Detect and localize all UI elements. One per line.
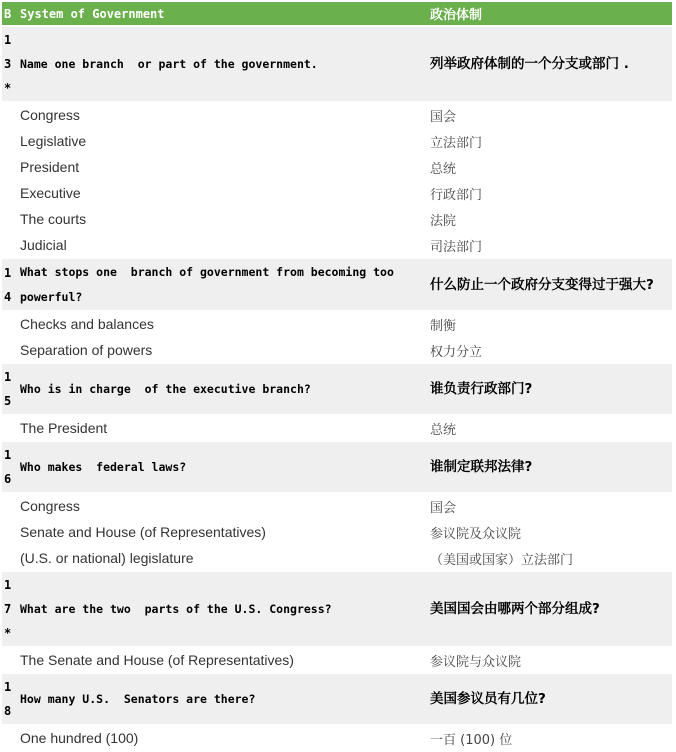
answer-english: One hundred (100) [20, 730, 139, 746]
answer-chinese: 权力分立 [430, 344, 483, 360]
answer-english: President [20, 159, 80, 175]
answer-row [2, 546, 672, 570]
question-chinese: 什么防止一个政府分支变得过于强大? [428, 259, 672, 310]
answer-english: (U.S. or national) legislature [20, 550, 194, 566]
answer-english: Executive [20, 185, 81, 201]
answer-english: Congress [20, 107, 80, 123]
answer-chinese: 总统 [430, 422, 457, 438]
answer-row [2, 416, 672, 440]
question-chinese: 列举政府体制的一个分支或部门 . [428, 27, 672, 101]
question-row [2, 259, 672, 310]
question-english: What are the two parts of the U.S. Congress? [18, 572, 428, 646]
answer-chinese: 司法部门 [430, 239, 483, 255]
question-english: What stops one branch of government from becoming too powerful? [18, 259, 428, 310]
question-english: Who makes federal laws? [18, 442, 428, 492]
question-number: 1 4 [2, 259, 18, 310]
question-number: 1 3 * [2, 27, 18, 101]
answer-english: Judicial [20, 237, 67, 253]
answer-english: Separation of powers [20, 342, 153, 358]
answer-row [2, 207, 672, 231]
answer-chinese: 国会 [430, 109, 457, 125]
civics-table [2, 0, 672, 752]
answer-chinese: 行政部门 [430, 187, 483, 203]
answer-chinese: 一百 (100) 位 [430, 732, 513, 748]
answer-chinese: 立法部门 [430, 135, 483, 151]
question-chinese: 美国国会由哪两个部分组成? [428, 572, 672, 646]
answer-english: Legislative [20, 133, 87, 149]
question-english: Name one branch or part of the government. [18, 27, 428, 101]
answer-row [2, 494, 672, 518]
answer-row [2, 338, 672, 362]
header-chinese-title: 政治体制 [428, 2, 672, 25]
question-number: 1 7 * [2, 572, 18, 646]
answer-english: The President [20, 420, 108, 436]
answer-row [2, 181, 672, 205]
table-header-row [2, 2, 672, 25]
answer-english: Checks and balances [20, 316, 154, 332]
answer-chinese: （美国或国家）立法部门 [430, 552, 574, 568]
question-row [2, 364, 672, 414]
answer-chinese: 法院 [430, 213, 457, 229]
answer-row [2, 520, 672, 544]
answer-row [2, 155, 672, 179]
answer-english: Congress [20, 498, 80, 514]
question-chinese: 谁负责行政部门? [428, 364, 672, 414]
answer-row [2, 129, 672, 153]
question-row [2, 27, 672, 101]
question-row [2, 572, 672, 646]
answer-chinese: 制衡 [430, 318, 457, 334]
answer-english: The Senate and House (of Representatives) [20, 652, 294, 668]
question-row [2, 442, 672, 492]
question-english: Who is in charge of the executive branch? [18, 364, 428, 414]
answer-chinese: 总统 [430, 161, 457, 177]
question-chinese: 谁制定联邦法律? [428, 442, 672, 492]
question-number: 1 5 [2, 364, 18, 414]
answer-chinese: 国会 [430, 500, 457, 516]
answer-chinese: 参议院及众议院 [430, 526, 522, 542]
header-english-title: System of Government [18, 2, 428, 25]
question-number: 1 8 [2, 674, 18, 724]
answer-english: The courts [20, 211, 87, 227]
answer-chinese: 参议院与众议院 [430, 654, 522, 670]
question-number: 1 6 [2, 442, 18, 492]
answer-english: Senate and House (of Representatives) [20, 524, 266, 540]
question-chinese: 美国参议员有几位? [428, 674, 672, 724]
answer-row [2, 233, 672, 257]
answer-row [2, 103, 672, 127]
answer-row [2, 726, 672, 750]
question-english: How many U.S. Senators are there? [18, 674, 428, 724]
answer-row [2, 648, 672, 672]
question-row [2, 674, 672, 724]
answer-row [2, 312, 672, 336]
header-section-letter: B [2, 2, 18, 25]
